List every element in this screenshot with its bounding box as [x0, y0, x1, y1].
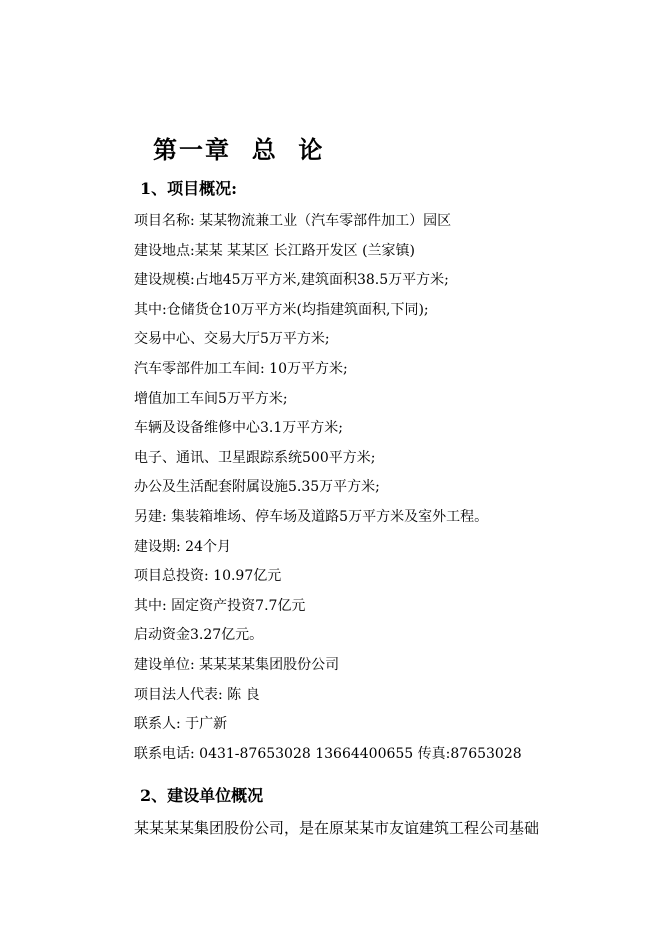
section-heading-project-overview: 1、项目概况: [140, 179, 238, 198]
project-name-line: 项目名称: 某某物流兼工业（汽车零部件加工）园区 [134, 213, 452, 229]
chapter-title: 第一章 总 论 [153, 135, 325, 164]
maintenance-center-line: 车辆及设备维修中心3.1万平方米; [134, 420, 343, 437]
electronic-systems-line: 电子、通讯、卫星跟踪系统500平方米; [134, 449, 376, 466]
value-added-workshop-line: 增值加工车间5万平方米; [134, 390, 288, 407]
construction-period-line: 建设期: 24个月 [134, 538, 231, 555]
construction-unit-line: 建设单位: 某某某某集团股份公司 [134, 656, 340, 673]
warehouse-area-line: 其中:仓储货仓10万平方米(均指建筑面积,下同); [134, 301, 429, 318]
additional-construction-line: 另建: 集装箱堆场、停车场及道路5万平方米及室外工程。 [134, 508, 489, 525]
project-details-list [134, 207, 522, 769]
construction-scale-line: 建设规模:占地45万平方米,建筑面积38.5万平方米; [134, 272, 449, 289]
construction-unit-paragraph: 某某某某集团股份公司，是在原某某市友谊建筑工程公司基础 [134, 819, 540, 837]
auto-parts-workshop-line: 汽车零部件加工车间: 10万平方米; [134, 360, 348, 377]
contact-person-line: 联系人: 于广新 [134, 716, 228, 733]
office-facilities-line: 办公及生活配套附属设施5.35万平方米; [134, 479, 380, 496]
legal-representative-line: 项目法人代表: 陈 良 [134, 686, 260, 703]
trading-center-line: 交易中心、交易大厅5万平方米; [134, 331, 330, 348]
startup-capital-line: 启动资金3.27亿元。 [134, 627, 264, 644]
fixed-asset-investment-line: 其中: 固定资产投资7.7亿元 [134, 597, 306, 614]
total-investment-line: 项目总投资: 10.97亿元 [134, 568, 282, 585]
section-heading-construction-unit: 2、建设单位概况 [140, 786, 264, 805]
construction-site-line: 建设地点:某某 某某区 长江路开发区 (兰家镇) [134, 242, 415, 259]
contact-phone-line: 联系电话: 0431-87653028 13664400655 传真:87653028 [134, 745, 522, 762]
